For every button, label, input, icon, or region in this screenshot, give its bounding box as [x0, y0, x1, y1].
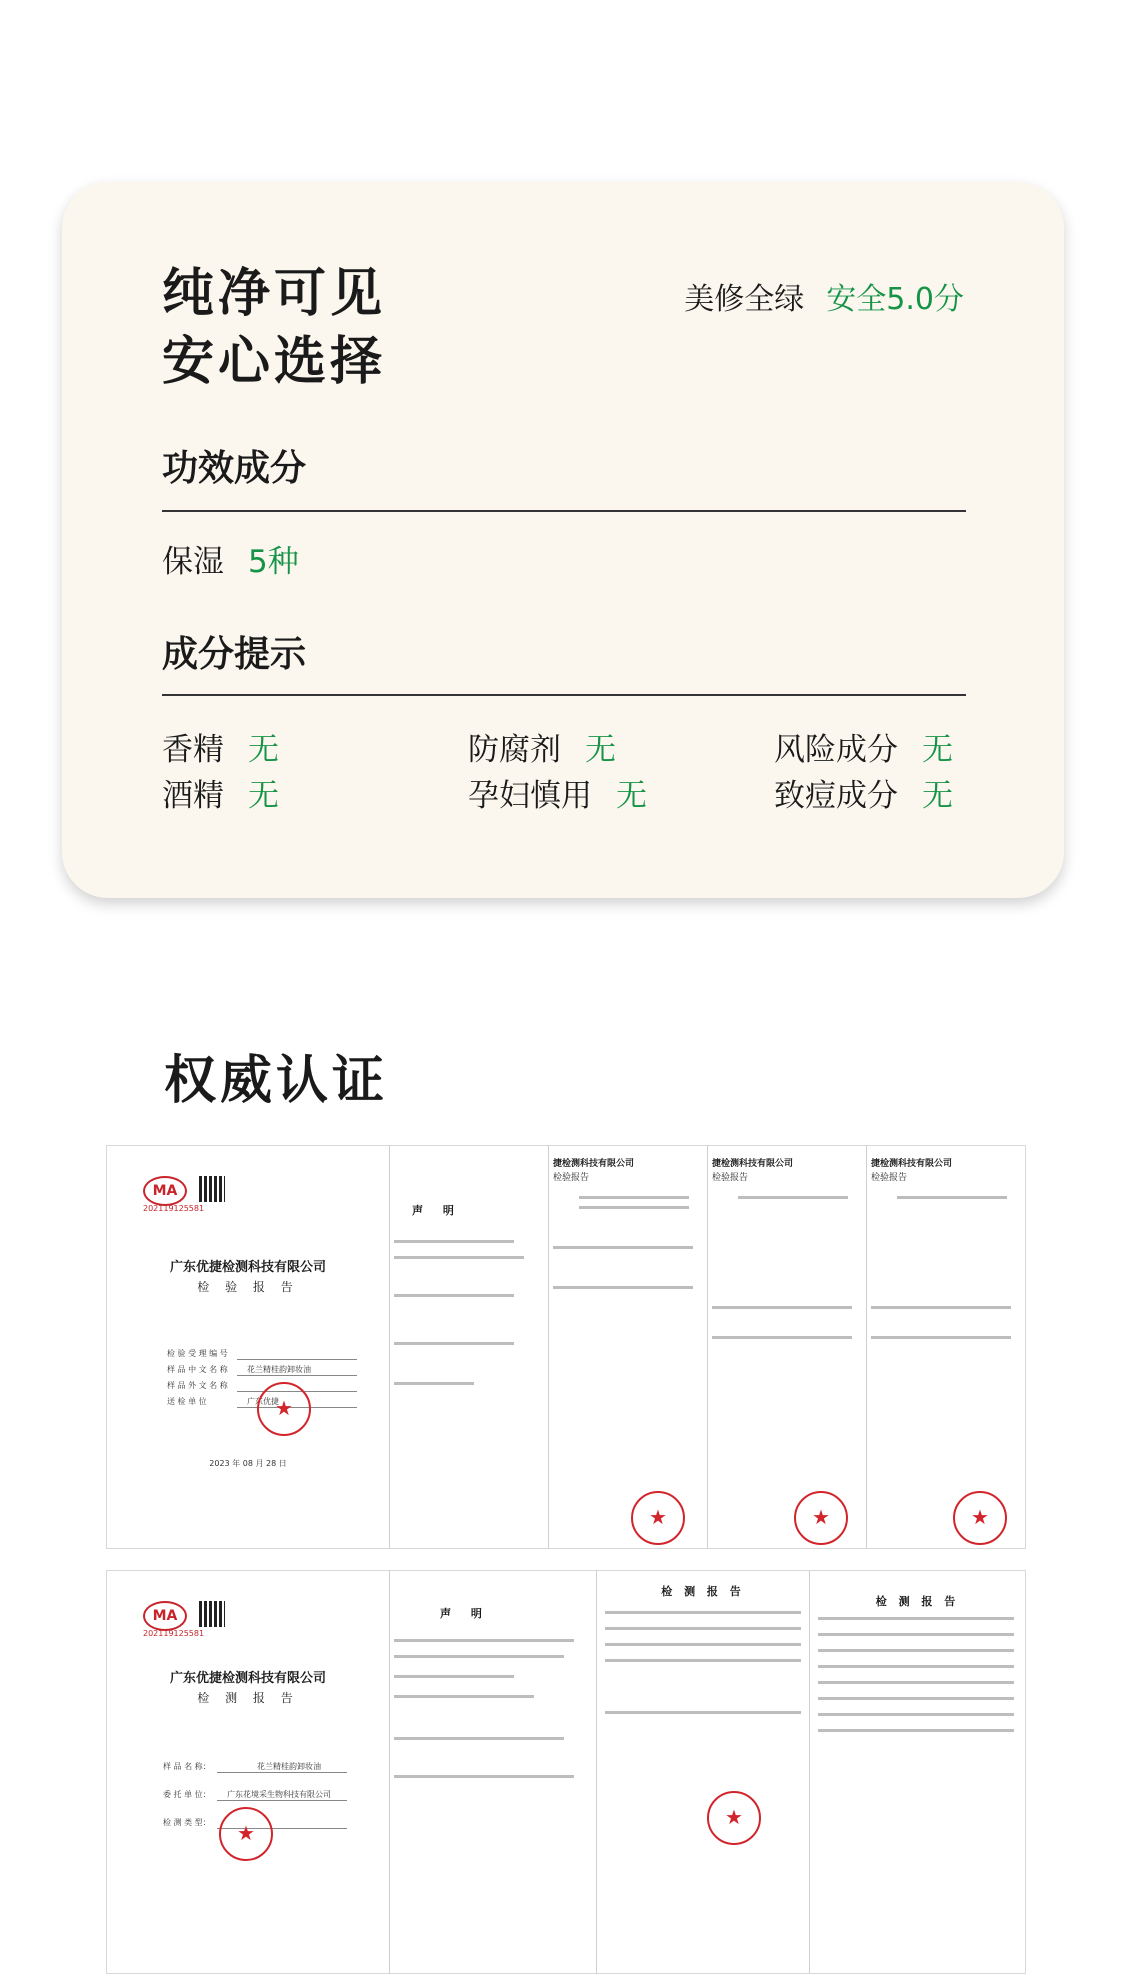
text-line [712, 1306, 852, 1309]
text-line [897, 1196, 1007, 1199]
text-line [553, 1286, 693, 1289]
report-field: 样 品 中 文 名 称 [167, 1365, 228, 1374]
table-line [818, 1633, 1014, 1636]
sample-name: 花兰精桂韵卸妆油 [257, 1762, 321, 1771]
text-line [871, 1336, 1011, 1339]
efficacy-item [162, 536, 299, 581]
ma-mark-icon: MA [143, 1601, 187, 1631]
hint-label: 致痘成分 [774, 778, 898, 814]
efficacy-label: 保湿 [162, 544, 224, 580]
text-line [553, 1246, 693, 1249]
text-line [394, 1382, 474, 1385]
report-page [708, 1146, 867, 1548]
report-page [549, 1146, 708, 1548]
client-name: 广东花境采生物科技有限公司 [227, 1790, 331, 1799]
text-line [871, 1306, 1011, 1309]
hint-item [162, 724, 279, 769]
safety-rating [684, 274, 964, 318]
page-doc: 检验报告 [553, 1173, 590, 1183]
statement-title: 声 明 [440, 1607, 490, 1620]
report-field: 检 验 受 理 编 号 [167, 1349, 228, 1358]
report-field: 送 检 单 位 [167, 1397, 207, 1406]
card-headline [162, 260, 386, 396]
efficacy-divider [162, 510, 966, 512]
hint-value: 无 [616, 778, 647, 814]
page-company: 捷检测科技有限公司 [553, 1159, 635, 1169]
hint-item [468, 724, 616, 769]
text-line [738, 1196, 848, 1199]
table-line [605, 1643, 801, 1646]
headline-line1: 纯净可见 [162, 264, 387, 324]
report-cover [107, 1146, 390, 1548]
hint-item [468, 770, 647, 815]
text-line [394, 1256, 524, 1259]
safety-card [62, 182, 1064, 898]
report-field: 委 托 单 位： [163, 1790, 211, 1799]
report-page [597, 1571, 810, 1973]
hint-label: 风险成分 [774, 732, 898, 768]
page-doc: 检验报告 [871, 1173, 908, 1183]
official-seal-icon [707, 1791, 761, 1845]
hint-value: 无 [248, 732, 279, 768]
sender-name: 广东优捷 [247, 1397, 279, 1406]
hint-label: 香精 [162, 732, 224, 768]
hint-label: 孕妇慎用 [468, 778, 592, 814]
hint-label: 酒精 [162, 778, 224, 814]
text-line [394, 1342, 514, 1345]
report-set-2 [106, 1570, 1026, 1974]
text-line [394, 1737, 564, 1740]
official-seal-icon [219, 1807, 273, 1861]
statement-title: 声 明 [412, 1204, 462, 1217]
text-line [579, 1196, 689, 1199]
text-line [394, 1639, 574, 1642]
hints-title: 成分提示 [162, 634, 307, 675]
text-line [394, 1240, 514, 1243]
report-cover [107, 1571, 390, 1973]
ma-mark-icon: MA [143, 1176, 187, 1206]
hint-value: 无 [248, 778, 279, 814]
text-line [712, 1336, 852, 1339]
report-field: 样 品 外 文 名 称 [167, 1381, 228, 1390]
page-company: 捷检测科技有限公司 [871, 1159, 953, 1169]
report-page-title: 检 测 报 告 [875, 1595, 960, 1608]
table-line [818, 1729, 1014, 1732]
report-doc-type: 检 验 报 告 [197, 1280, 299, 1294]
qr-code-icon [199, 1601, 225, 1627]
table-line [605, 1611, 801, 1614]
official-seal-icon [631, 1491, 685, 1545]
report-field: 检 测 类 型： [163, 1818, 211, 1827]
certification-title: 权威认证 [164, 1051, 389, 1111]
hint-value: 无 [922, 778, 953, 814]
sample-name: 花兰精桂韵卸妆油 [247, 1365, 311, 1374]
page-doc: 检验报告 [712, 1173, 749, 1183]
efficacy-value: 5种 [248, 544, 299, 580]
hint-value: 无 [922, 732, 953, 768]
hint-item [774, 724, 953, 769]
statement-page [390, 1146, 549, 1548]
table-line [818, 1649, 1014, 1652]
report-field: 样 品 名 称： [163, 1762, 211, 1771]
report-page-title: 检 测 报 告 [661, 1585, 745, 1598]
hints-divider [162, 694, 966, 696]
rating-score: 安全5.0分 [826, 282, 964, 317]
headline-line2: 安心选择 [162, 332, 387, 392]
hint-value: 无 [585, 732, 616, 768]
page-company: 捷检测科技有限公司 [712, 1159, 794, 1169]
report-doc-type: 检 测 报 告 [197, 1691, 299, 1705]
report-date: 2023 年 08 月 28 日 [209, 1459, 287, 1468]
table-line [818, 1665, 1014, 1668]
official-seal-icon [953, 1491, 1007, 1545]
ma-number: 202119125581 [143, 1204, 205, 1213]
field-line [237, 1359, 357, 1360]
text-line [394, 1294, 514, 1297]
rating-brand: 美修全绿 [684, 282, 805, 317]
table-line [605, 1711, 801, 1714]
field-line [217, 1772, 347, 1773]
table-line [818, 1697, 1014, 1700]
text-line [579, 1206, 689, 1209]
qr-code-icon [199, 1176, 225, 1202]
official-seal-icon [794, 1491, 848, 1545]
text-line [394, 1695, 534, 1698]
table-line [605, 1659, 801, 1662]
table-line [818, 1617, 1014, 1620]
report-page [810, 1571, 1025, 1973]
report-company: 广东优捷检测科技有限公司 [169, 1671, 326, 1686]
hint-item [774, 770, 953, 815]
official-seal-icon [257, 1382, 311, 1436]
field-line [217, 1800, 347, 1801]
table-line [818, 1713, 1014, 1716]
hint-item [162, 770, 279, 815]
report-set-1 [106, 1145, 1026, 1549]
table-line [818, 1681, 1014, 1684]
text-line [394, 1675, 514, 1678]
text-line [394, 1775, 574, 1778]
table-line [605, 1627, 801, 1630]
ma-number: 202119125581 [143, 1629, 205, 1638]
efficacy-title: 功效成分 [162, 448, 307, 489]
hint-label: 防腐剂 [468, 732, 561, 768]
text-line [394, 1655, 564, 1658]
report-page [867, 1146, 1025, 1548]
report-company: 广东优捷检测科技有限公司 [169, 1260, 326, 1275]
field-line [237, 1375, 357, 1376]
statement-page [390, 1571, 597, 1973]
